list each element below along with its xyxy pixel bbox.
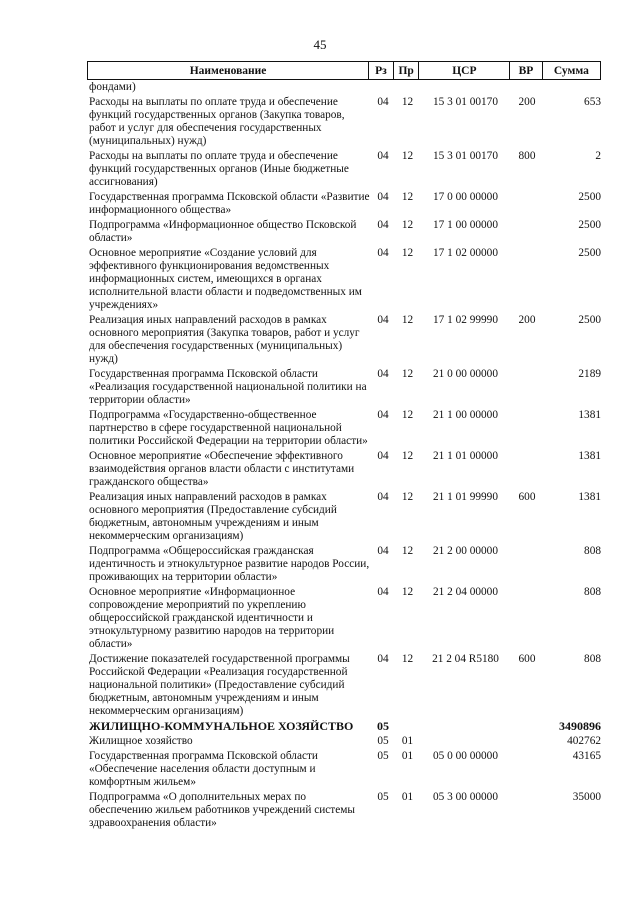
- section-row: [87, 719, 601, 733]
- table-row: [87, 313, 601, 366]
- cell-pr: 12: [401, 409, 414, 421]
- cell-pr: [395, 80, 420, 94]
- header-vr: ВР: [509, 62, 542, 79]
- cell-pr: 12: [401, 545, 414, 557]
- cell-rz: 05: [377, 750, 389, 762]
- cell-name: ЖИЛИЩНО-КОММУНАЛЬНОЕ ХОЗЯЙСТВО: [89, 719, 354, 733]
- cell-name: Подпрограмма «Государственно-общественное партнерство в сфере государственной национальной политики Российской Федерации на территории области»: [89, 409, 368, 447]
- cell-vr: [511, 749, 543, 789]
- cell-csr: [420, 80, 511, 94]
- cell-rz: 04: [377, 219, 389, 231]
- table-row: [87, 95, 601, 148]
- header-csr: ЦСР: [418, 62, 509, 79]
- cell-vr: [511, 408, 543, 448]
- table-row: [87, 652, 601, 718]
- cell-sum: 2500: [578, 247, 601, 259]
- cell-name: Государственная программа Псковской области «Реализация государственной национальной политики на территории области»: [89, 368, 367, 406]
- cell-rz: 05: [377, 735, 389, 747]
- cell-rz: 04: [377, 314, 389, 326]
- cell-pr: 12: [401, 368, 414, 380]
- cell-vr: 600: [518, 491, 536, 503]
- page-number: 45: [313, 37, 327, 52]
- cell-csr: 15 3 01 00170: [433, 96, 498, 108]
- cell-vr: [511, 218, 543, 245]
- cell-sum: [543, 80, 601, 94]
- cell-name: Достижение показателей государственной программы Российской Федерации «Реализация государственной национальной политики» (Предоставление субсидий бюджетным, автономным учреждениям и иным некоммерческим организациям): [89, 653, 350, 717]
- cell-pr: [395, 719, 420, 733]
- cell-csr: 21 0 00 00000: [433, 368, 498, 380]
- cell-rz: 05: [377, 719, 389, 733]
- table-row: [87, 490, 601, 543]
- cell-csr: 17 1 00 00000: [433, 219, 498, 231]
- table-row: [87, 408, 601, 448]
- cell-csr: 17 0 00 00000: [433, 191, 498, 203]
- cell-name: Подпрограмма «Общероссийская гражданская идентичность и этнокультурное развитие народов России, проживающих на территории области»: [89, 545, 370, 583]
- cell-vr: [511, 246, 543, 312]
- header-rz: Рз: [368, 62, 393, 79]
- cell-csr: 17 1 02 99990: [433, 314, 498, 326]
- cell-sum: 43165: [572, 750, 601, 762]
- cell-rz: 04: [377, 409, 389, 421]
- table-row: [87, 218, 601, 245]
- cell-vr: 200: [518, 96, 536, 108]
- cell-rz: 04: [377, 191, 389, 203]
- cell-rz: 04: [377, 247, 389, 259]
- cell-rz: 04: [377, 491, 389, 503]
- cell-name: Основное мероприятие «Создание условий для эффективного функционирования ведомственных информационных систем, имеющихся в органах исполнительной власти области и подведомственных им учреждениях»: [89, 247, 362, 311]
- cell-name: Основное мероприятие «Обеспечение эффективного взаимодействия органов власти области с институтами гражданского общества»: [89, 450, 355, 488]
- cell-vr: [511, 80, 543, 94]
- cell-pr: 12: [401, 247, 414, 259]
- table-header: [87, 61, 601, 80]
- cell-vr: [511, 719, 543, 733]
- cell-pr: 12: [401, 653, 414, 665]
- cell-sum: 1381: [578, 491, 601, 503]
- cell-vr: [511, 734, 543, 748]
- cell-vr: 600: [518, 653, 536, 665]
- cell-pr: 12: [401, 150, 414, 162]
- cell-csr: 21 2 00 00000: [433, 545, 498, 557]
- table-row: [87, 149, 601, 189]
- table-row: [87, 790, 601, 830]
- cell-rz: 04: [377, 653, 389, 665]
- cell-sum: 1381: [578, 450, 601, 462]
- cell-name: Основное мероприятие «Информационное сопровождение мероприятий по укреплению общероссийской гражданской идентичности и этнокультурному развитию народов на территории области»: [89, 586, 335, 650]
- cell-rz: [371, 80, 395, 94]
- cell-pr: 01: [401, 750, 414, 762]
- cell-rz: 05: [377, 791, 389, 803]
- header-pr: Пр: [393, 62, 419, 79]
- cell-rz: 04: [377, 368, 389, 380]
- cell-sum: 1381: [578, 409, 601, 421]
- cell-vr: [511, 449, 543, 489]
- cell-sum: 2500: [578, 314, 601, 326]
- cell-vr: [511, 585, 543, 651]
- cell-name: Государственная программа Псковской области «Обеспечение населения области доступным и комфортным жильем»: [89, 750, 318, 788]
- cell-vr: 200: [518, 314, 536, 326]
- cell-vr: [511, 544, 543, 584]
- cell-rz: 04: [377, 586, 389, 598]
- table-row: [87, 749, 601, 789]
- cell-sum: 35000: [572, 791, 601, 803]
- cell-csr: 21 1 01 00000: [433, 450, 498, 462]
- cell-name: Расходы на выплаты по оплате труда и обеспечение функций государственных органов (Закупка товаров, работ и услуг для обеспечения государственных (муниципальных) нужд): [89, 96, 345, 147]
- table-row: [87, 367, 601, 407]
- cell-sum: 2500: [578, 191, 601, 203]
- cell-name: Расходы на выплаты по оплате труда и обеспечение функций государственных органов (Иные бюджетные ассигнования): [89, 150, 349, 188]
- cell-rz: 04: [377, 545, 389, 557]
- cell-pr: 12: [401, 314, 414, 326]
- cell-csr: 05 3 00 00000: [433, 791, 498, 803]
- cell-pr: 01: [401, 735, 414, 747]
- cell-csr: [420, 719, 511, 733]
- cell-rz: 04: [377, 450, 389, 462]
- cell-pr: 12: [401, 491, 414, 503]
- table-row: [87, 80, 601, 94]
- cell-csr: [420, 734, 511, 748]
- cell-name: Жилищное хозяйство: [89, 735, 193, 747]
- cell-name: Государственная программа Псковской области «Развитие информационного общества»: [89, 191, 370, 216]
- header-sum: Сумма: [542, 62, 600, 79]
- table-row: [87, 190, 601, 217]
- cell-sum: 2: [595, 150, 601, 162]
- cell-rz: 04: [377, 96, 389, 108]
- cell-pr: 12: [401, 586, 414, 598]
- cell-csr: 21 1 01 99990: [433, 491, 498, 503]
- cell-sum: 653: [584, 96, 601, 108]
- cell-csr: 05 0 00 00000: [433, 750, 498, 762]
- cell-name: Подпрограмма «Информационное общество Псковской области»: [89, 219, 357, 244]
- cell-sum: 3490896: [559, 719, 601, 733]
- table-body: [87, 80, 601, 830]
- budget-table: [87, 61, 601, 830]
- cell-sum: 808: [584, 653, 601, 665]
- cell-pr: 12: [401, 219, 414, 231]
- cell-csr: 17 1 02 00000: [433, 247, 498, 259]
- cell-name: фондами): [89, 81, 136, 93]
- cell-rz: 04: [377, 150, 389, 162]
- cell-sum: 2500: [578, 219, 601, 231]
- cell-name: Подпрограмма «О дополнительных мерах по обеспечению жильем работников учреждений системы здравоохранения области»: [89, 791, 355, 829]
- cell-vr: [511, 190, 543, 217]
- cell-name: Реализация иных направлений расходов в рамках основного мероприятия (Закупка товаров, работ и услуг для обеспечения государственных (муниципальных) нужд): [89, 314, 360, 365]
- table-row: [87, 449, 601, 489]
- cell-csr: 21 2 04 R5180: [432, 653, 499, 665]
- cell-sum: 402762: [567, 735, 601, 747]
- table-row: [87, 585, 601, 651]
- cell-sum: 808: [584, 586, 601, 598]
- cell-sum: 808: [584, 545, 601, 557]
- cell-csr: 15 3 01 00170: [433, 150, 498, 162]
- cell-pr: 12: [401, 191, 414, 203]
- cell-vr: 800: [518, 150, 536, 162]
- cell-csr: 21 2 04 00000: [433, 586, 498, 598]
- table-row: [87, 246, 601, 312]
- cell-vr: [511, 790, 543, 830]
- cell-vr: [511, 367, 543, 407]
- table-row: [87, 734, 601, 748]
- cell-pr: 12: [401, 96, 414, 108]
- cell-pr: 12: [401, 450, 414, 462]
- header-name: Наименование: [189, 64, 267, 77]
- cell-sum: 2189: [578, 368, 601, 380]
- cell-name: Реализация иных направлений расходов в рамках основного мероприятия (Предоставление субсидий бюджетным, автономным учреждениям и иным некоммерческим организациям): [89, 491, 337, 542]
- table-row: [87, 544, 601, 584]
- cell-csr: 21 1 00 00000: [433, 409, 498, 421]
- cell-pr: 01: [401, 791, 414, 803]
